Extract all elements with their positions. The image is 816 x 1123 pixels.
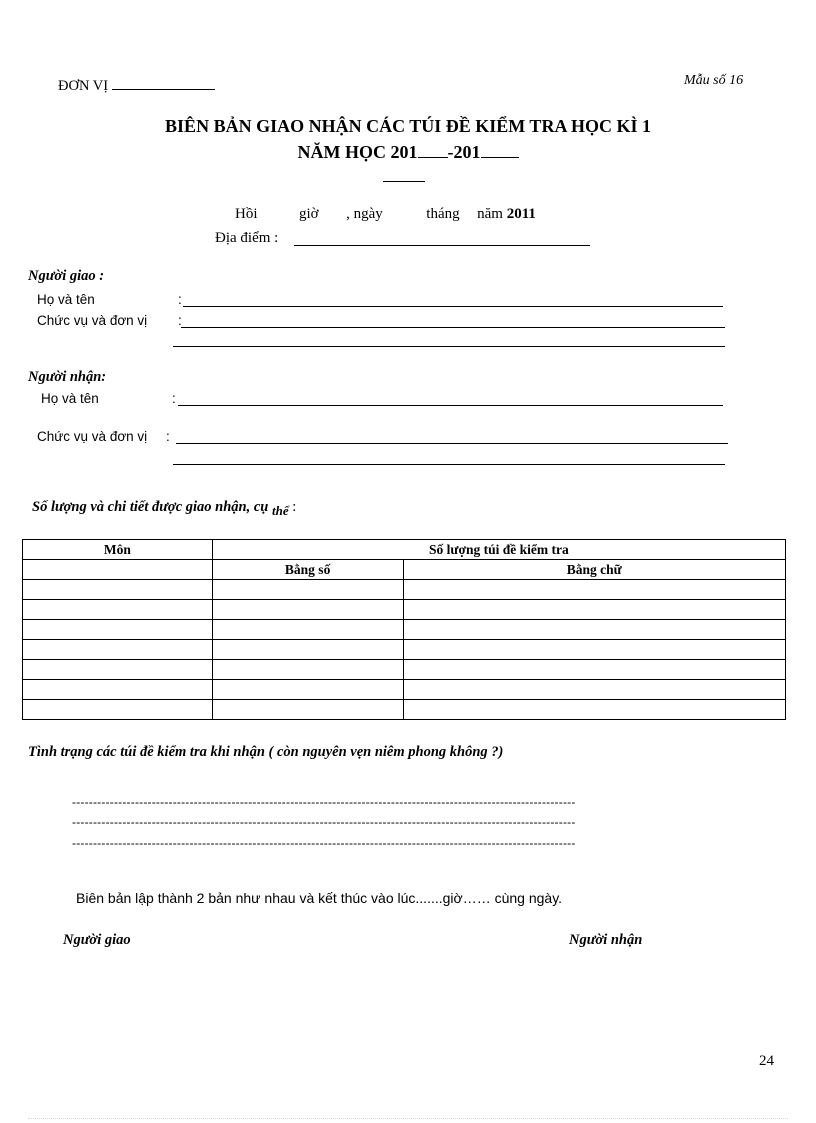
receiver-position-field-2[interactable] <box>173 464 725 465</box>
condition-line-2[interactable]: ------------------------------------------------------------------------------------------------------------------------ <box>72 815 576 829</box>
table-row <box>23 600 786 620</box>
cell-subject[interactable] <box>23 580 213 600</box>
giver-heading: Người giao : <box>28 268 105 284</box>
giver-position-label: Chức vụ và đơn vị <box>37 313 148 328</box>
year-end-blank[interactable] <box>481 144 519 158</box>
table-row <box>23 620 786 640</box>
giver-signature-label: Người giao <box>63 932 131 948</box>
cell-subject[interactable] <box>23 640 213 660</box>
giver-name-colon: : <box>178 292 182 307</box>
cell-words[interactable] <box>403 680 786 700</box>
giver-name-field[interactable] <box>183 306 723 307</box>
table-header-row <box>23 540 786 560</box>
col-quantity-header: Số lượng túi đề kiểm tra <box>212 540 785 560</box>
cell-number[interactable] <box>212 620 403 640</box>
location-field[interactable] <box>294 245 590 246</box>
cell-number[interactable] <box>212 700 403 720</box>
cell-subject[interactable] <box>23 620 213 640</box>
giver-position-field[interactable] <box>181 327 725 328</box>
cell-subject[interactable] <box>23 660 213 680</box>
cell-number[interactable] <box>212 580 403 600</box>
receiver-signature-label: Người nhận <box>569 932 643 948</box>
year-start-blank[interactable] <box>418 144 448 158</box>
receiver-name-field[interactable] <box>178 405 723 406</box>
cell-number[interactable] <box>212 660 403 680</box>
cell-subject[interactable] <box>23 700 213 720</box>
form-number: Mẫu số 16 <box>684 73 744 88</box>
col-subject-header: Môn <box>23 540 213 560</box>
cell-words[interactable] <box>403 660 786 680</box>
cell-words[interactable] <box>403 700 786 720</box>
col-words-header: Bằng chữ <box>403 560 786 580</box>
cell-subject[interactable] <box>23 600 213 620</box>
doc-title: BIÊN BẢN GIAO NHẬN CÁC TÚI ĐỀ KIỂM TRA HỌC KÌ 1 <box>165 116 651 136</box>
cell-number[interactable] <box>212 680 403 700</box>
cell-number[interactable] <box>212 640 403 660</box>
location-row: Địa điểm : <box>215 230 279 246</box>
cell-words[interactable] <box>403 640 786 660</box>
table-row <box>23 700 786 720</box>
receiver-heading: Người nhận: <box>28 369 107 385</box>
giver-name-label: Họ và tên <box>37 292 95 307</box>
quantity-table <box>22 539 786 720</box>
cell-words[interactable] <box>403 620 786 640</box>
table-subheader-row <box>23 560 786 580</box>
table-row <box>23 680 786 700</box>
table-row <box>23 580 786 600</box>
condition-line-1[interactable]: ------------------------------------------------------------------------------------------------------------------------ <box>72 795 576 809</box>
receiver-name-label: Họ và tên <box>41 391 99 406</box>
bottom-border <box>28 1118 788 1119</box>
unit-label: ĐƠN VỊ <box>58 76 215 95</box>
subheader-empty <box>23 560 213 580</box>
condition-line-3[interactable]: ------------------------------------------------------------------------------------------------------------------------ <box>72 836 576 850</box>
unit-blank[interactable] <box>112 76 215 90</box>
table-row <box>23 660 786 680</box>
giver-position-field-2[interactable] <box>173 346 725 347</box>
closing-text: Biên bản lập thành 2 bản như nhau và kết thúc vào lúc.......giờ…… cùng ngày. <box>76 890 563 906</box>
cell-subject[interactable] <box>23 680 213 700</box>
cell-words[interactable] <box>403 580 786 600</box>
receiver-position-label: Chức vụ và đơn vị <box>37 429 148 444</box>
cell-number[interactable] <box>212 600 403 620</box>
page-number: 24 <box>759 1053 774 1069</box>
receiver-name-colon: : <box>172 391 176 406</box>
receiver-position-colon: : <box>166 429 170 444</box>
giver-position-colon: : <box>178 313 182 328</box>
condition-heading: Tình trạng các túi đề kiểm tra khi nhận ( còn nguyên vẹn niêm phong không ?) <box>28 744 504 760</box>
col-number-header: Bằng số <box>212 560 403 580</box>
doc-title-year: NĂM HỌC 201 -201 <box>0 142 816 163</box>
cell-words[interactable] <box>403 600 786 620</box>
quantity-heading: Số lượng và chi tiết được giao nhận, cụ thể : <box>32 499 297 518</box>
title-rule <box>383 181 425 182</box>
datetime-row: Hồi giờ , ngày tháng năm 2011 <box>235 206 536 222</box>
table-row <box>23 640 786 660</box>
receiver-position-field[interactable] <box>176 443 728 444</box>
